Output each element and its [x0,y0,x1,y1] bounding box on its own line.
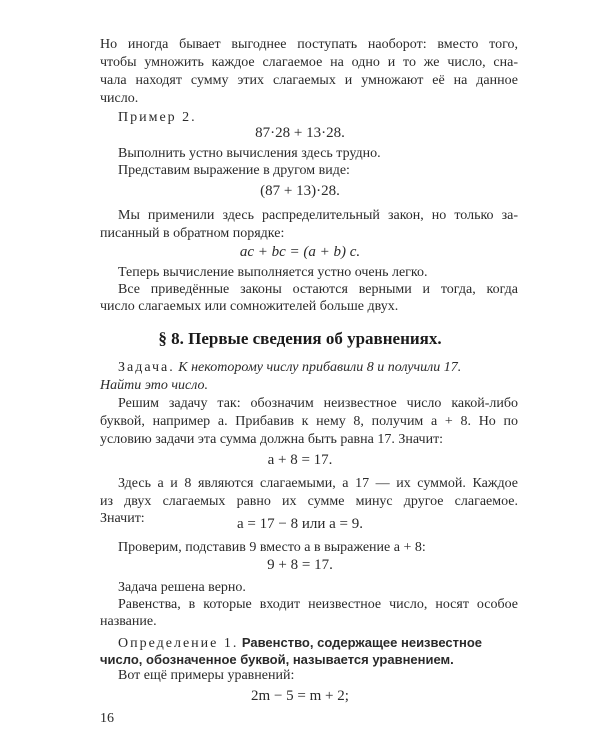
paragraph-line: Мы применили здесь распределительный закон, но только за- [118,208,518,223]
paragraph-line: Теперь вычисление выполняется устно очень легко. [118,265,428,280]
paragraph-line: буквой, например a. Прибавив к нему 8, получим a + 8. Но по [100,414,518,429]
paragraph-line: Но иногда бывает выгоднее поступать наоборот: вместо того, [100,37,518,52]
paragraph-line: условию задачи эта сумма должна быть равна 17. Значит: [100,432,444,447]
formula: (87 + 13)·28. [260,183,340,199]
formula: a = 17 − 8 или a = 9. [237,516,363,532]
definition-label: Определение 1. [118,636,239,651]
formula: a + 8 = 17. [267,452,333,468]
paragraph-line: чтобы умножить каждое слагаемое на одно и то же число, сна- [100,55,518,70]
paragraph-line: из двух слагаемых равно их сумме минус другое слагаемое. [100,494,518,509]
definition-text: Равенство, содержащее неизвестное [241,635,483,650]
paragraph-line: Равенства, в которые входит неизвестное число, носят особое [118,597,518,612]
task-label: Задача. [118,360,175,375]
paragraph-line: чала находят сумму этих слагаемых и умножают её на данное [100,73,518,88]
formula: 9 + 8 = 17. [267,557,333,573]
formula: ac + bc = (a + b) c. [239,244,361,260]
paragraph-line: Задача решена верно. [118,580,246,595]
paragraph-line: Выполнить устно вычисления здесь трудно. [118,146,381,161]
paragraph-line: Все приведённые законы остаются верными и тогда, когда [118,282,518,297]
paragraph-line: Представим выражение в другом виде: [118,163,350,178]
paragraph-line: Проверим, подставив 9 вместо a в выражение a + 8: [118,540,426,555]
paragraph-line: число. [100,91,139,106]
paragraph-line: число слагаемых или сомножителей больше двух. [100,299,399,314]
page-number: 16 [100,711,114,726]
paragraph-line: Значит: [100,511,145,526]
section-heading: § 8. Первые сведения об уравнениях. [158,329,442,348]
task-text: Найти это число. [100,378,208,393]
definition-line [118,635,482,652]
paragraph-line: писанный в обратном порядке: [100,226,285,241]
definition-text: число, обозначенное буквой, называется уравнением. [100,652,454,667]
task-line [118,360,461,376]
paragraph-line: название. [100,614,157,629]
paragraph-line: Вот ещё примеры уравнений: [118,668,295,683]
example-label: Пример 2. [118,110,197,125]
paragraph-line: Здесь a и 8 являются слагаемыми, а 17 — их суммой. Каждое [118,476,518,491]
paragraph-line: Решим задачу так: обозначим неизвестное число какой-либо [118,396,518,411]
task-text: К некоторому числу прибавили 8 и получили 17. [178,360,462,375]
formula: 87·28 + 13·28. [255,125,345,141]
formula: 2m − 5 = m + 2; [251,688,349,704]
